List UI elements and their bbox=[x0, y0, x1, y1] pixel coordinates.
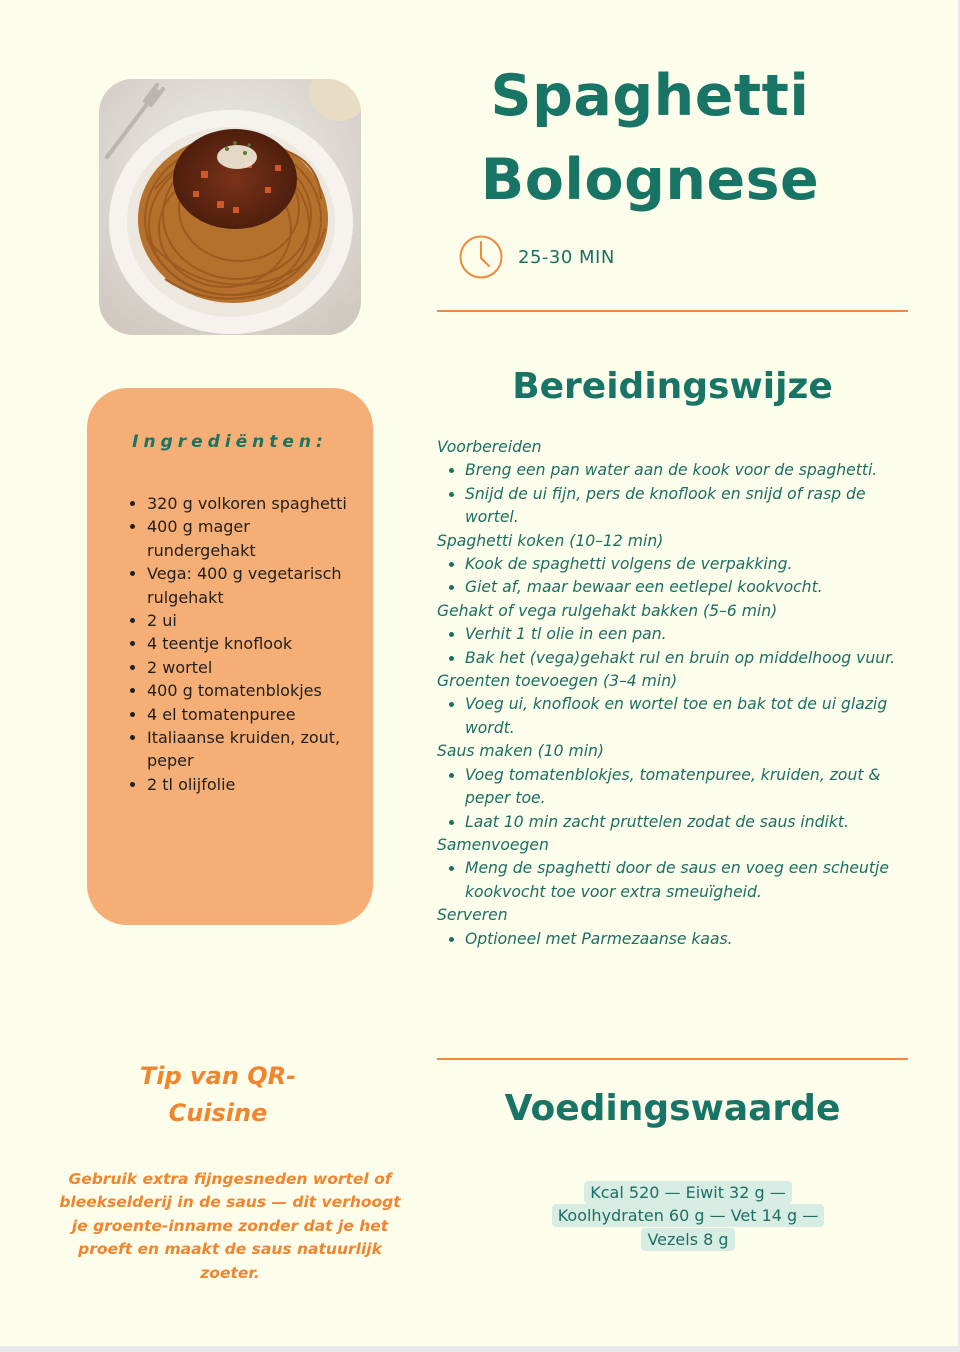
step-list bbox=[437, 459, 907, 529]
tip-title: Tip van QR-Cuisine bbox=[139, 1062, 297, 1127]
step-group bbox=[437, 530, 907, 600]
divider bbox=[437, 310, 908, 312]
ingredient-item: • 2 ui bbox=[147, 609, 361, 632]
ingredients-card bbox=[87, 388, 373, 925]
divider bbox=[437, 1058, 908, 1060]
nutrition-values bbox=[540, 1181, 836, 1251]
step-group bbox=[437, 600, 907, 670]
ingredients-list bbox=[147, 492, 361, 796]
ingredient-item: • 4 el tomatenpuree bbox=[147, 703, 361, 726]
step-item: • Voeg ui, knoflook en wortel toe en bak tot de ui glazig wordt. bbox=[465, 693, 907, 740]
ingredients-title: Ingrediënten: bbox=[132, 432, 328, 452]
step-group bbox=[437, 904, 907, 951]
step-item: • Kook de spaghetti volgens de verpakking. bbox=[465, 553, 907, 576]
step-group-title: Samenvoegen bbox=[437, 835, 549, 854]
step-item: • Giet af, maar bewaar een eetlepel kookvocht. bbox=[465, 576, 907, 599]
spaghetti-bolognese-photo bbox=[99, 79, 361, 335]
step-item: • Breng een pan water aan de kook voor de spaghetti. bbox=[465, 459, 907, 482]
step-group-title: Voorbereiden bbox=[437, 438, 542, 456]
ingredient-item: • 320 g volkoren spaghetti bbox=[147, 492, 361, 515]
cooking-time bbox=[458, 234, 615, 280]
step-group bbox=[437, 670, 907, 740]
cooking-time-label: 25-30 MIN bbox=[518, 246, 615, 268]
step-list bbox=[437, 553, 907, 600]
clock-icon bbox=[458, 234, 504, 280]
step-list bbox=[437, 764, 907, 834]
step-group-title: Spaghetti koken (10–12 min) bbox=[437, 531, 664, 550]
step-list bbox=[437, 693, 907, 740]
step-item: • Verhit 1 tl olie in een pan. bbox=[465, 623, 907, 646]
method-steps bbox=[437, 436, 907, 951]
method-heading: Bereidingswijze bbox=[512, 366, 833, 407]
recipe-title-line-2: Bolognese bbox=[480, 147, 820, 213]
step-item: • Bak het (vega)gehakt rul en bruin op middelhoog vuur. bbox=[465, 647, 907, 670]
step-item: • Snijd de ui fijn, pers de knoflook en snijd of rasp de wortel. bbox=[465, 483, 907, 530]
ingredient-item: • 2 wortel bbox=[147, 656, 361, 679]
step-item: • Laat 10 min zacht pruttelen zodat de saus indikt. bbox=[465, 811, 907, 834]
step-group-title: Saus maken (10 min) bbox=[437, 742, 605, 761]
ingredient-item: • Italiaanse kruiden, zout, peper bbox=[147, 726, 361, 773]
nutrition-text: Kcal 520 — Eiwit 32 g — Koolhydraten 60 g — Vet 14 g — Vezels 8 g bbox=[552, 1181, 825, 1251]
step-group bbox=[437, 436, 907, 530]
step-group-title: Serveren bbox=[437, 906, 508, 925]
step-group bbox=[437, 834, 907, 904]
ingredient-item: • Vega: 400 g vegetarisch rulgehakt bbox=[147, 562, 361, 609]
step-list bbox=[437, 623, 907, 670]
recipe-title-line-1: Spaghetti bbox=[490, 63, 810, 129]
step-group-title: Groenten toevoegen (3–4 min) bbox=[437, 672, 678, 691]
ingredient-item: • 400 g mager rundergehakt bbox=[147, 515, 361, 562]
tip-text: Gebruik extra fijngesneden wortel of bleekselderij in de saus — dit verhoogt je groente-inname zonder dat je het proeft en maakt de saus natuurlijk zoeter. bbox=[59, 1170, 401, 1282]
ingredient-item: • 400 g tomatenblokjes bbox=[147, 679, 361, 702]
step-list bbox=[437, 857, 907, 904]
step-group-title: Gehakt of vega rulgehakt bakken (5–6 min) bbox=[437, 601, 778, 620]
step-list bbox=[437, 928, 907, 951]
recipe-title bbox=[440, 54, 860, 222]
step-group bbox=[437, 740, 907, 834]
step-item: • Optioneel met Parmezaanse kaas. bbox=[465, 928, 907, 951]
step-item: • Voeg tomatenblokjes, tomatenpuree, kruiden, zout & peper toe. bbox=[465, 764, 907, 811]
nutrition-heading: Voedingswaarde bbox=[504, 1088, 841, 1129]
ingredient-item: • 4 teentje knoflook bbox=[147, 632, 361, 655]
ingredient-item: • 2 tl olijfolie bbox=[147, 773, 361, 796]
step-item: • Meng de spaghetti door de saus en voeg een scheutje kookvocht toe voor extra smeuïgheid. bbox=[465, 857, 907, 904]
